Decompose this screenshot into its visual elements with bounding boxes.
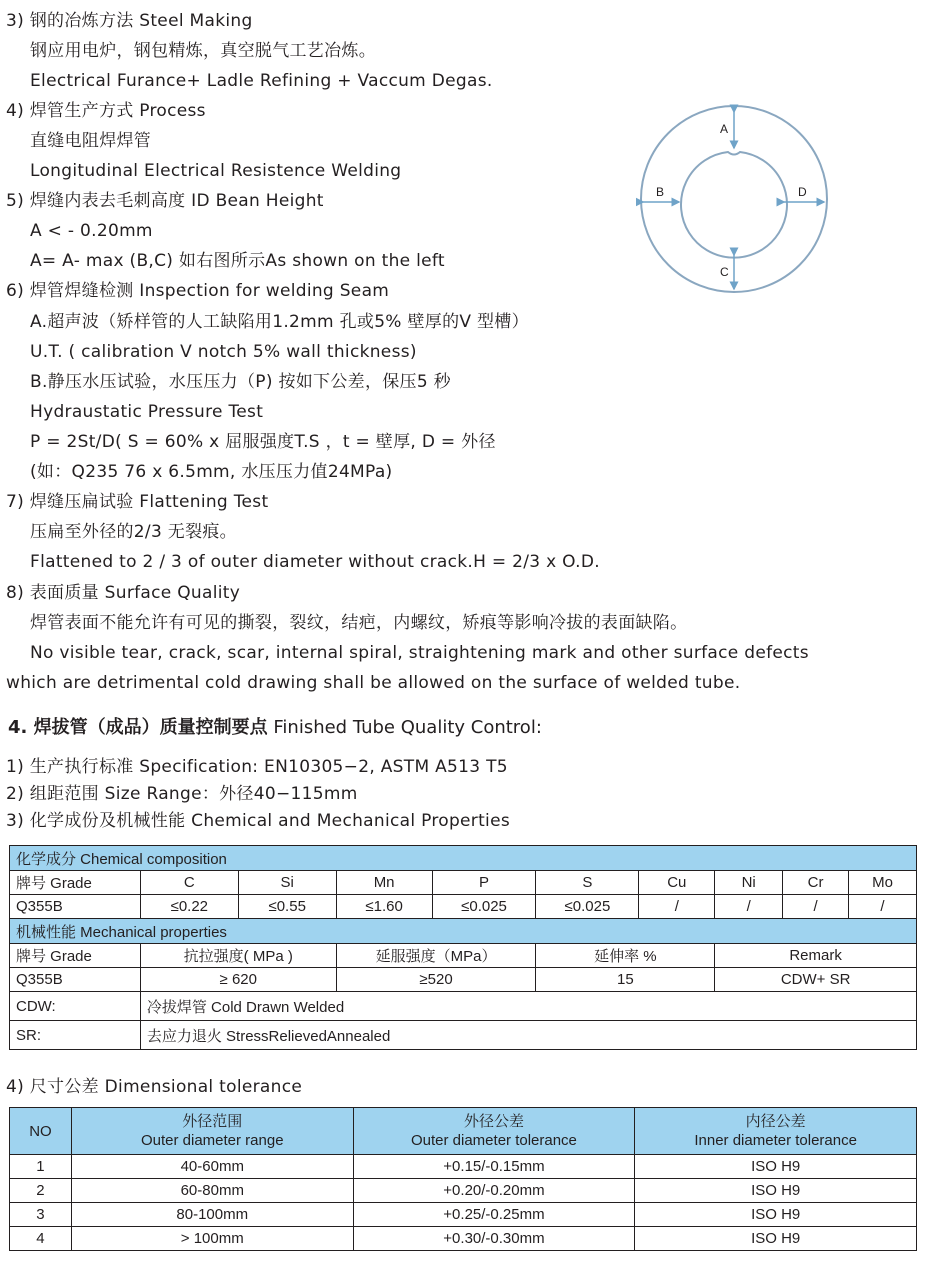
cdw-row (10, 992, 917, 1021)
mech-cell: CDW+ SR (715, 968, 917, 992)
table-cell: +0.20/-0.20mm (353, 1179, 635, 1203)
table-cell: ISO H9 (635, 1179, 917, 1203)
label-b: B (656, 185, 665, 199)
chem-col: P (432, 871, 536, 895)
text-line: A < - 0.20mm (30, 221, 153, 241)
text-line: 直缝电阻焊焊管 (30, 131, 152, 151)
text-line: 压扁至外径的2/3 无裂痕。 (30, 522, 237, 542)
chem-cell: ≤0.22 (140, 895, 238, 919)
table-cell: 2 (10, 1179, 72, 1203)
mech-cell: 15 (536, 968, 715, 992)
text-line: (如：Q235 76 x 6.5mm, 水压压力值24MPa) (30, 462, 393, 482)
inner-circle (681, 152, 787, 258)
table-row (10, 1155, 917, 1179)
table-cell: 3 (10, 1203, 72, 1227)
chem-cell: / (849, 895, 917, 919)
table-cell: ISO H9 (635, 1227, 917, 1251)
mech-col: Remark (715, 944, 917, 968)
label-d: D (798, 185, 807, 199)
chem-cell: ≤0.025 (536, 895, 639, 919)
text-line: 6) 焊管焊缝检测 Inspection for welding Seam (6, 281, 390, 301)
tube-cross-section-diagram (636, 104, 832, 300)
text-line: A= A- max (B,C) 如右图所示As shown on the left (30, 251, 445, 271)
table-cell: ISO H9 (635, 1203, 917, 1227)
section-4-title-en: Finished Tube Quality Control: (267, 717, 542, 738)
chem-col: S (536, 871, 639, 895)
chemical-mechanical-table (9, 845, 917, 1050)
text-line: Longitudinal Electrical Resistence Welding (30, 161, 402, 181)
chem-col: C (140, 871, 238, 895)
table-cell: 4 (10, 1227, 72, 1251)
mech-col: 延伸率 % (536, 944, 715, 968)
mech-col: 抗拉强度( MPa ) (140, 944, 336, 968)
chem-col: Si (238, 871, 336, 895)
mech-value-row (10, 968, 917, 992)
chem-col: Cu (639, 871, 715, 895)
chem-col: Cr (783, 871, 849, 895)
text-line: 8) 表面质量 Surface Quality (6, 583, 241, 603)
mech-cell: ≥ 620 (140, 968, 336, 992)
mech-cell: ≥520 (336, 968, 536, 992)
section-4-title-cn: 4. 焊拔管（成品）质量控制要点 (8, 717, 268, 738)
text-line: 4) 焊管生产方式 Process (6, 101, 206, 121)
table-row (10, 1227, 917, 1251)
text-line: 2) 组距范围 Size Range：外径40−115mm (6, 784, 358, 804)
chem-cell: / (783, 895, 849, 919)
text-line: 3) 钢的冶炼方法 Steel Making (6, 11, 253, 31)
cdw-label: CDW: (10, 992, 141, 1021)
label-a: A (720, 122, 729, 136)
chem-col: Ni (715, 871, 783, 895)
text-line: P = 2St/D( S = 60% x 屈服强度T.S ，t = 壁厚, D = 外径 (30, 432, 496, 452)
mech-cell: Q355B (10, 968, 141, 992)
text-line: B.静压水压试验，水压压力（P) 按如下公差，保压5 秒 (30, 372, 451, 392)
table-row (10, 1203, 917, 1227)
tol-col-inner-tol: 内径公差 Inner diameter tolerance (635, 1108, 917, 1155)
mech-header: 机械性能 Mechanical properties (10, 919, 917, 944)
text-line: Electrical Furance+ Ladle Refining + Vaccum Degas. (30, 71, 493, 91)
chem-cell: ≤0.025 (432, 895, 536, 919)
tolerance-header-row (10, 1108, 917, 1155)
sr-desc: 去应力退火 StressRelievedAnnealed (140, 1021, 916, 1050)
dimensional-tolerance-table (9, 1107, 917, 1251)
chem-value-row (10, 895, 917, 919)
text-line: A.超声波（矫样管的人工缺陷用1.2mm 孔或5% 壁厚的V 型槽） (30, 312, 529, 332)
table-cell: 80-100mm (71, 1203, 353, 1227)
text-line: 焊管表面不能允许有可见的撕裂，裂纹，结疤，内螺纹，矫痕等影响冷拔的表面缺陷。 (30, 613, 688, 633)
text-line: Hydraustatic Pressure Test (30, 402, 264, 422)
tol-col-outer-range: 外径范围 Outer diameter range (71, 1108, 353, 1155)
table-cell: > 100mm (71, 1227, 353, 1251)
chem-cell: ≤0.55 (238, 895, 336, 919)
text-line: 4) 尺寸公差 Dimensional tolerance (6, 1077, 303, 1097)
chem-col: Mo (849, 871, 917, 895)
mech-col: 延服强度（MPa） (336, 944, 536, 968)
chem-cell: ≤1.60 (336, 895, 432, 919)
table-cell: 1 (10, 1155, 72, 1179)
table-cell: +0.25/-0.25mm (353, 1203, 635, 1227)
mech-col-row (10, 944, 917, 968)
text-line: U.T. ( calibration V notch 5% wall thickness) (30, 342, 417, 362)
chem-cell: / (639, 895, 715, 919)
tol-col-outer-tol: 外径公差 Outer diameter tolerance (353, 1108, 635, 1155)
text-line: 7) 焊缝压扁试验 Flattening Test (6, 492, 269, 512)
chem-col: 牌号 Grade (10, 871, 141, 895)
sr-row (10, 1021, 917, 1050)
table-row (10, 1179, 917, 1203)
chem-header: 化学成分 Chemical composition (10, 846, 917, 871)
sr-label: SR: (10, 1021, 141, 1050)
chem-cell: / (715, 895, 783, 919)
text-line: which are detrimental cold drawing shall be allowed on the surface of welded tube. (6, 673, 741, 693)
text-line: No visible tear, crack, scar, internal spiral, straightening mark and other surface defects (30, 643, 809, 663)
table-cell: 60-80mm (71, 1179, 353, 1203)
text-line: 1) 生产执行标准 Specification: EN10305−2, ASTM A513 T5 (6, 757, 508, 777)
table-cell: +0.15/-0.15mm (353, 1155, 635, 1179)
chem-cell: Q355B (10, 895, 141, 919)
mech-col: 牌号 Grade (10, 944, 141, 968)
text-line: 钢应用电炉，钢包精炼，真空脱气工艺冶炼。 (30, 41, 376, 61)
table-cell: +0.30/-0.30mm (353, 1227, 635, 1251)
text-line: Flattened to 2 / 3 of outer diameter without crack.H = 2/3 x O.D. (30, 552, 600, 572)
chem-col-row (10, 871, 917, 895)
table-cell: 40-60mm (71, 1155, 353, 1179)
text-line: 5) 焊缝内表去毛刺高度 ID Bean Height (6, 191, 324, 211)
tol-col-no: NO (10, 1108, 72, 1155)
chem-col: Mn (336, 871, 432, 895)
table-cell: ISO H9 (635, 1155, 917, 1179)
section-4-heading (8, 716, 542, 740)
text-line: 3) 化学成份及机械性能 Chemical and Mechanical Properties (6, 811, 510, 831)
cdw-desc: 冷拔焊管 Cold Drawn Welded (140, 992, 916, 1021)
label-c: C (720, 265, 729, 279)
